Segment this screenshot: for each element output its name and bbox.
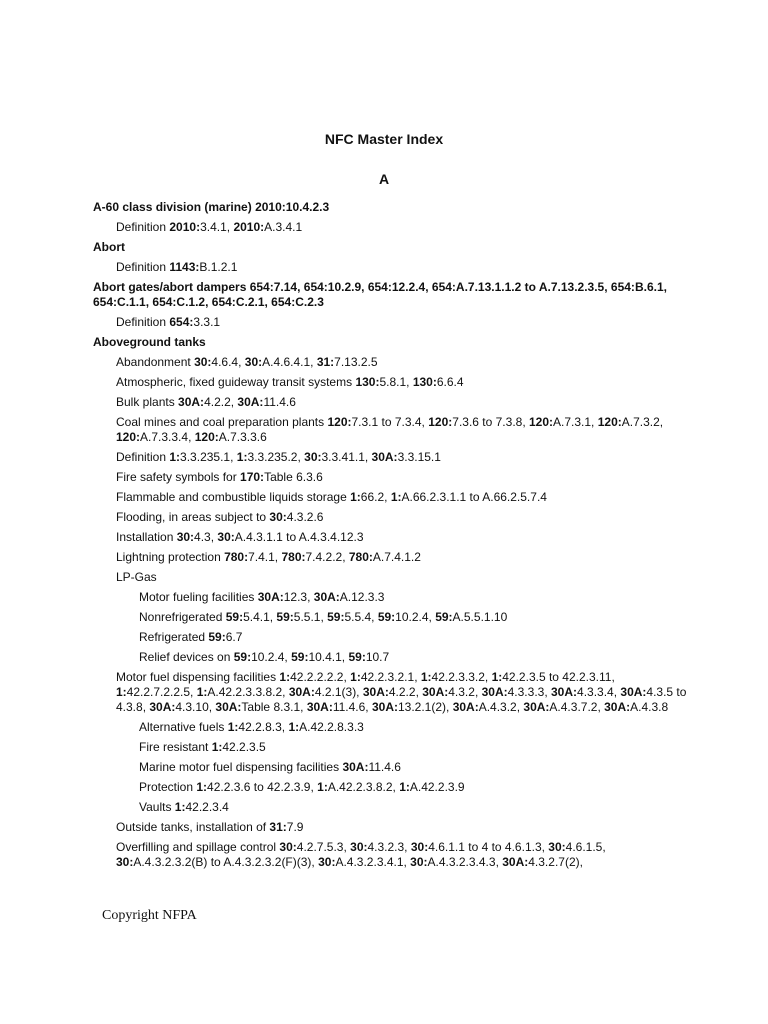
- standard-ref: 120:: [597, 415, 622, 429]
- entry-text: 4.3.3.4,: [577, 685, 621, 699]
- entry-text: A.42.2.8.3.3: [299, 720, 364, 734]
- standard-ref: 30A:: [288, 685, 315, 699]
- entry-text: A.4.3.2,: [478, 700, 524, 714]
- standard-ref: 1:: [399, 780, 410, 794]
- standard-ref: 1:: [174, 800, 186, 814]
- standard-ref: 130:: [355, 375, 380, 389]
- entry-text: 3.3.15.1: [397, 450, 441, 464]
- standard-ref: 30:: [304, 450, 322, 464]
- standard-ref: 30A:: [422, 685, 449, 699]
- entry-text: Definition: [116, 220, 170, 234]
- standard-ref: 1:: [420, 670, 432, 684]
- section-letter: A: [378, 171, 390, 187]
- entry-text: 4.6.4,: [211, 355, 245, 369]
- entry-text: Installation: [116, 530, 177, 544]
- entry-text: Marine motor fuel dispensing facilities: [139, 760, 343, 774]
- standard-ref: 1:: [211, 740, 223, 754]
- index-subentry: [93, 820, 693, 835]
- entry-text: 10.2.4,: [395, 610, 436, 624]
- standard-ref: 654:: [303, 280, 328, 294]
- index-subentry: [93, 630, 693, 645]
- entry-text: 3.3.235.2,: [247, 450, 305, 464]
- index-subentry: [93, 720, 693, 735]
- index-subentry: [93, 260, 693, 275]
- standard-ref: Abort: [93, 240, 125, 254]
- entry-text: Refrigerated: [139, 630, 209, 644]
- standard-ref: 170:: [240, 470, 265, 484]
- index-subentry: [93, 650, 693, 665]
- standard-ref: 30:: [244, 355, 263, 369]
- entry-text: A.4.3.2.3.4.3,: [427, 855, 503, 869]
- entry-text: 13.2.1(2),: [397, 700, 453, 714]
- entry-text: 7.14,: [273, 280, 304, 294]
- index-subentry: [93, 840, 693, 870]
- entry-text: LP-Gas: [116, 570, 157, 584]
- standard-ref: 31:: [316, 355, 335, 369]
- entry-text: 7.4.1,: [248, 550, 282, 564]
- entry-text: A.42.2.3.9: [409, 780, 465, 794]
- index-subentry: [93, 450, 693, 465]
- entry-text: 42.2.3.6 to 42.2.3.9,: [207, 780, 318, 794]
- entry-text: 4.3,: [194, 530, 218, 544]
- standard-ref: 1:: [116, 685, 127, 699]
- entry-text: 7.3.6 to 7.3.8,: [452, 415, 529, 429]
- entry-text: Relief devices on: [139, 650, 234, 664]
- entry-text: 7.13.2.5: [334, 355, 378, 369]
- entry-text: 7.4.2.2,: [305, 550, 349, 564]
- standard-ref: 30A:: [371, 450, 398, 464]
- entry-text: 3.3.235.1,: [180, 450, 237, 464]
- entry-text: C.1.1,: [117, 295, 153, 309]
- entry-text: Bulk plants: [116, 395, 179, 409]
- entry-text: 3.3.1: [193, 315, 221, 329]
- entry-text: Lightning protection: [116, 550, 225, 564]
- standard-ref: 654:: [271, 295, 296, 309]
- standard-ref: 2010:: [255, 200, 286, 214]
- entry-text: 42.2.3.5: [222, 740, 266, 754]
- copyright-footer: Copyright NFPA: [102, 908, 197, 923]
- standard-ref: 30A:: [362, 685, 389, 699]
- entry-text: 5.8.1,: [379, 375, 413, 389]
- standard-ref: 120:: [116, 430, 141, 444]
- standard-ref: 1:: [350, 670, 361, 684]
- entry-text: A.66.2.3.1.1 to A.66.2.5.7.4: [401, 490, 547, 504]
- index-subentry: [93, 395, 693, 410]
- entry-text: 12.2.4,: [391, 280, 432, 294]
- standard-ref: 30A:: [257, 590, 284, 604]
- entry-text: 12.3,: [283, 590, 314, 604]
- index-subentry: [93, 375, 693, 390]
- standard-ref: 1:: [288, 720, 300, 734]
- entry-text: Definition: [116, 260, 170, 274]
- standard-ref: 654:: [610, 280, 635, 294]
- entry-text: Motor fueling facilities: [139, 590, 258, 604]
- entry-text: 4.3.2.6: [286, 510, 324, 524]
- index-subentry: [93, 315, 693, 330]
- standard-ref: 30:: [548, 840, 566, 854]
- standard-ref: 30:: [318, 855, 336, 869]
- index-subentry: [93, 570, 693, 585]
- entry-text: Outside tanks, installation of: [116, 820, 270, 834]
- index-subentry: [93, 800, 693, 815]
- standard-ref: 30A:: [178, 395, 205, 409]
- entry-text: A.42.2.3.8.2,: [327, 780, 400, 794]
- standard-ref: 30:: [176, 530, 195, 544]
- entry-text: Definition: [116, 450, 170, 464]
- standard-ref: 1:: [169, 450, 181, 464]
- standard-ref: 30A:: [551, 685, 578, 699]
- standard-ref: 30A:: [342, 760, 369, 774]
- standard-ref: 780:: [224, 550, 249, 564]
- entry-text: 11.4.6: [368, 760, 401, 774]
- standard-ref: 30:: [194, 355, 212, 369]
- standard-ref: 1143:: [169, 260, 200, 274]
- entry-text: Coal mines and coal preparation plants: [116, 415, 328, 429]
- standard-ref: 30:: [269, 510, 287, 524]
- entry-text: A.3.4.1: [264, 220, 303, 234]
- entry-text: Flooding, in areas subject to: [116, 510, 270, 524]
- standard-ref: 2010:: [169, 220, 201, 234]
- entry-text: Fire safety symbols for: [116, 470, 241, 484]
- entry-text: A.4.3.2.3.4.1,: [335, 855, 411, 869]
- standard-ref: 654:: [211, 295, 236, 309]
- standard-ref: 30A:: [620, 685, 647, 699]
- entry-text: 42.2.3.5 to 42.2.3.11,: [502, 670, 615, 684]
- standard-ref: 780:: [281, 550, 306, 564]
- standard-ref: 654:: [431, 280, 456, 294]
- entry-text: 10.4.1,: [308, 650, 349, 664]
- index-subentry: [93, 530, 693, 545]
- entry-text: A.12.3.3: [339, 590, 385, 604]
- entry-text: 5.4.1,: [243, 610, 277, 624]
- standard-ref: 130:: [412, 375, 437, 389]
- entry-text: A.4.6.4.1,: [262, 355, 317, 369]
- entry-text: 4.2.1(3),: [314, 685, 363, 699]
- standard-ref: 120:: [194, 430, 219, 444]
- entry-text: Table 6.3.6: [264, 470, 323, 484]
- entry-text: 42.2.3.4: [185, 800, 229, 814]
- entry-text: B.6.1,: [634, 280, 667, 294]
- entry-text: A.42.2.3.3.8.2,: [207, 685, 289, 699]
- entry-text: B.1.2.1: [199, 260, 238, 274]
- entry-text: Abandonment: [116, 355, 195, 369]
- standard-ref: 654:: [152, 295, 177, 309]
- standard-ref: 30A:: [523, 700, 550, 714]
- entry-text: 5.5.4,: [344, 610, 378, 624]
- entry-text: Definition: [116, 315, 170, 329]
- entry-text: Flammable and combustible liquids storage: [116, 490, 351, 504]
- standard-ref: 30A:: [215, 700, 242, 714]
- index-subentry: [93, 550, 693, 565]
- entry-text: A.7.3.2,: [621, 415, 664, 429]
- standard-ref: 1:: [350, 490, 361, 504]
- standard-ref: 30A:: [313, 590, 340, 604]
- entry-text: 4.3.3.3,: [507, 685, 551, 699]
- index-subentry: [93, 780, 693, 795]
- page-title: NFC Master Index: [324, 131, 444, 147]
- index-subentry: [93, 470, 693, 485]
- standard-ref: 31:: [269, 820, 287, 834]
- standard-ref: 30A:: [452, 700, 479, 714]
- standard-ref: 1:: [196, 685, 208, 699]
- entry-text: Nonrefrigerated: [139, 610, 226, 624]
- entry-text: 6.7: [225, 630, 243, 644]
- standard-ref: 30:: [410, 855, 428, 869]
- index-subentry: [93, 220, 693, 235]
- standard-ref: 654:: [367, 280, 392, 294]
- entry-text: A.5.5.1.10: [452, 610, 508, 624]
- entry-text: 42.2.2.2.2,: [290, 670, 351, 684]
- entry-text: Vaults: [139, 800, 175, 814]
- standard-ref: 120:: [529, 415, 554, 429]
- entry-text: 10.2.9,: [327, 280, 368, 294]
- entry-text: 42.2.3.2.1,: [360, 670, 421, 684]
- index-subentry: [93, 510, 693, 525]
- standard-ref: 2010:: [233, 220, 265, 234]
- standard-ref: 59:: [291, 650, 309, 664]
- index-subentry: [93, 490, 693, 505]
- standard-ref: 780:: [348, 550, 373, 564]
- standard-ref: 654:: [169, 315, 194, 329]
- standard-ref: 30:: [116, 855, 134, 869]
- entry-text: 4.2.2,: [388, 685, 423, 699]
- index-subentry: [93, 610, 693, 625]
- standard-ref: A-60 class division (marine): [93, 200, 256, 214]
- standard-ref: 120:: [428, 415, 453, 429]
- entry-text: 10.7: [365, 650, 390, 664]
- index-heading: [93, 200, 693, 215]
- entry-text: 5.5.1,: [293, 610, 328, 624]
- entry-text: 4.2.7.5.3,: [296, 840, 351, 854]
- standard-ref: 30:: [410, 840, 429, 854]
- entry-text: Protection: [139, 780, 197, 794]
- standard-ref: 59:: [233, 650, 252, 664]
- entry-text: 42.2.7.2.2.5,: [126, 685, 197, 699]
- index-heading: [93, 335, 693, 350]
- standard-ref: 1:: [227, 720, 239, 734]
- standard-ref: 30A:: [149, 700, 176, 714]
- index-subentry: [93, 355, 693, 370]
- entry-text: A.4.3.8: [630, 700, 669, 714]
- standard-ref: 1:: [491, 670, 503, 684]
- entry-text: Table 8.3.1,: [241, 700, 307, 714]
- entry-text: 4.3.2.3,: [367, 840, 411, 854]
- standard-ref: 59:: [435, 610, 453, 624]
- standard-ref: 1:: [390, 490, 402, 504]
- entry-text: 6.6.4: [436, 375, 464, 389]
- entry-text: Alternative fuels: [139, 720, 228, 734]
- standard-ref: 1:: [317, 780, 328, 794]
- entry-text: Fire resistant: [139, 740, 212, 754]
- entry-text: A.4.3.2.3.2(B) to A.4.3.2.3.2(F)(3),: [133, 855, 319, 869]
- entry-text: C.2.3: [295, 295, 324, 309]
- standard-ref: 30A:: [604, 700, 631, 714]
- entry-text: 4.3.2.7(2),: [528, 855, 583, 869]
- standard-ref: 59:: [348, 650, 366, 664]
- entry-text: 66.2,: [360, 490, 391, 504]
- entry-text: C.1.2,: [176, 295, 212, 309]
- index-subentry: [93, 590, 693, 605]
- entry-text: C.2.1,: [235, 295, 272, 309]
- entry-text: 11.4.6: [263, 395, 296, 409]
- entry-text: 4.3.5 to 4.3.8,: [116, 685, 687, 714]
- standard-ref: 30A:: [371, 700, 398, 714]
- entry-text: 4.6.1.5,: [565, 840, 606, 854]
- standard-ref: 59:: [208, 630, 226, 644]
- entry-text: 3.3.41.1,: [321, 450, 372, 464]
- standard-ref: 30A:: [306, 700, 333, 714]
- standard-ref: 59:: [276, 610, 294, 624]
- entry-text: 4.3.10,: [175, 700, 216, 714]
- standard-ref: 30:: [217, 530, 235, 544]
- standard-ref: 30A:: [237, 395, 264, 409]
- standard-ref: 1:: [279, 670, 291, 684]
- entry-text: 7.9: [286, 820, 304, 834]
- entry-text: A.7.13.1.1.2 to A.7.13.2.3.5,: [455, 280, 611, 294]
- entry-text: 10.2.4,: [251, 650, 292, 664]
- entry-text: A.7.3.3.6: [218, 430, 267, 444]
- entry-text: A.4.3.1.1 to A.4.3.4.12.3: [234, 530, 364, 544]
- standard-ref: 59:: [327, 610, 345, 624]
- standard-ref: 30:: [279, 840, 297, 854]
- standard-ref: 30A:: [502, 855, 529, 869]
- entry-text: Overfilling and spillage control: [116, 840, 280, 854]
- entry-text: A.7.4.1.2: [372, 550, 421, 564]
- standard-ref: 30A:: [481, 685, 508, 699]
- entry-text: A.4.3.7.2,: [549, 700, 605, 714]
- index-subentry: [93, 740, 693, 755]
- entry-text: A.7.3.3.4,: [140, 430, 195, 444]
- standard-ref: 1:: [236, 450, 248, 464]
- entry-text: 10.4.2.3: [285, 200, 330, 214]
- standard-ref: 30:: [350, 840, 368, 854]
- entry-text: A.7.3.1,: [553, 415, 598, 429]
- standard-ref: 59:: [225, 610, 244, 624]
- standard-ref: 120:: [327, 415, 352, 429]
- entry-text: 42.2.3.3.2,: [431, 670, 492, 684]
- entry-text: 42.2.8.3,: [238, 720, 289, 734]
- standard-ref: 59:: [377, 610, 396, 624]
- entry-text: 4.3.2,: [448, 685, 482, 699]
- index-heading: [93, 280, 693, 310]
- entry-text: Atmospheric, fixed guideway transit systems: [116, 375, 356, 389]
- entry-text: 3.4.1,: [200, 220, 234, 234]
- entry-text: Motor fuel dispensing facilities: [116, 670, 280, 684]
- index-heading: [93, 240, 693, 255]
- index-entries: [93, 200, 693, 875]
- standard-ref: Aboveground tanks: [93, 335, 206, 349]
- entry-text: 4.2.2,: [204, 395, 238, 409]
- standard-ref: Abort gates/abort dampers: [93, 280, 250, 294]
- index-subentry: [93, 415, 693, 445]
- entry-text: 11.4.6,: [332, 700, 372, 714]
- standard-ref: 1:: [196, 780, 208, 794]
- standard-ref: 654:: [93, 295, 118, 309]
- index-subentry: [93, 670, 693, 715]
- index-subentry: [93, 760, 693, 775]
- entry-text: 7.3.1 to 7.3.4,: [351, 415, 429, 429]
- standard-ref: 654:: [249, 280, 274, 294]
- entry-text: 4.6.1.1 to 4 to 4.6.1.3,: [428, 840, 549, 854]
